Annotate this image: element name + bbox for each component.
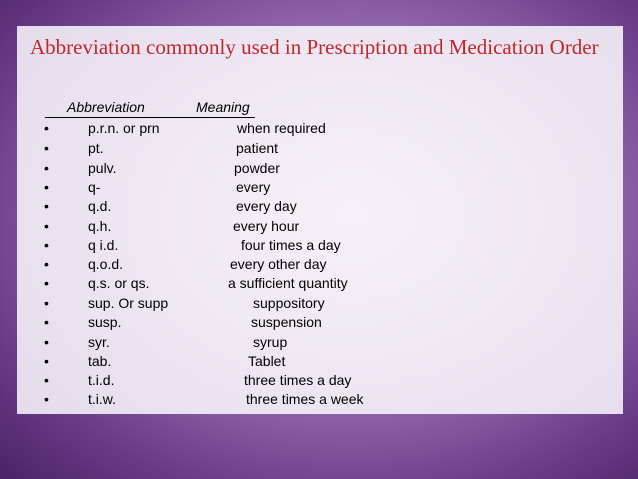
abbreviation: q.s. or qs.: [88, 275, 150, 291]
slide-title: Abbreviation commonly used in Prescription and Medication Order: [30, 35, 599, 59]
bullet: •: [44, 334, 49, 350]
meaning: patient: [236, 140, 279, 156]
meaning: three times a day: [244, 372, 352, 388]
list-item: [0, 160, 638, 180]
list-item: [0, 275, 638, 295]
bullet: •: [44, 140, 49, 156]
bullet: •: [44, 198, 49, 214]
meaning: four times a day: [241, 237, 341, 253]
header-abbreviation: Abbreviation: [67, 99, 145, 115]
abbreviation: susp.: [88, 314, 122, 330]
abbreviation: q.h.: [88, 218, 112, 234]
bullet: •: [44, 314, 49, 330]
meaning: every day: [236, 198, 297, 214]
meaning: when required: [237, 120, 326, 136]
meaning: every: [236, 179, 271, 195]
list-item: [0, 140, 638, 160]
abbreviation: q.d.: [88, 198, 112, 214]
bullet: •: [44, 391, 49, 407]
abbreviation: sup. Or supp: [88, 295, 169, 311]
meaning: powder: [234, 160, 280, 176]
list-item: [0, 391, 638, 411]
bullet: •: [44, 120, 49, 136]
meaning: a sufficient quantity: [228, 275, 348, 291]
list-item: [0, 353, 638, 373]
list-item: [0, 120, 638, 140]
bullet: •: [44, 218, 49, 234]
bullet: •: [44, 275, 49, 291]
bullet: •: [44, 295, 49, 311]
meaning: Tablet: [248, 353, 286, 369]
list-item: [0, 179, 638, 199]
bullet: •: [44, 256, 49, 272]
header-meaning: Meaning: [196, 99, 250, 115]
meaning: three times a week: [246, 391, 364, 407]
list-item: [0, 198, 638, 218]
bullet: •: [44, 237, 49, 253]
abbreviation: pulv.: [88, 160, 117, 176]
abbreviation: pt.: [88, 140, 104, 156]
abbreviation: p.r.n. or prn: [88, 120, 160, 136]
bullet: •: [44, 160, 49, 176]
header-underline: [45, 117, 255, 118]
meaning: suspension: [251, 314, 322, 330]
abbreviation: t.i.d.: [88, 372, 115, 388]
abbreviation: q i.d.: [88, 237, 119, 253]
bullet: •: [44, 372, 49, 388]
abbreviation: syr.: [88, 334, 110, 350]
list-item: [0, 295, 638, 315]
list-item: [0, 372, 638, 392]
abbreviation: q.o.d.: [88, 256, 124, 272]
bullet: •: [44, 353, 49, 369]
abbreviation: q-: [88, 179, 101, 195]
meaning: syrup: [253, 334, 288, 350]
bullet: •: [44, 179, 49, 195]
list-item: [0, 237, 638, 257]
abbreviation: t.i.w.: [88, 391, 117, 407]
meaning: every hour: [233, 218, 300, 234]
list-item: [0, 314, 638, 334]
meaning: suppository: [253, 295, 325, 311]
list-item: [0, 334, 638, 354]
meaning: every other day: [230, 256, 327, 272]
abbreviation: tab.: [88, 353, 112, 369]
list-item: [0, 218, 638, 238]
list-item: [0, 256, 638, 276]
